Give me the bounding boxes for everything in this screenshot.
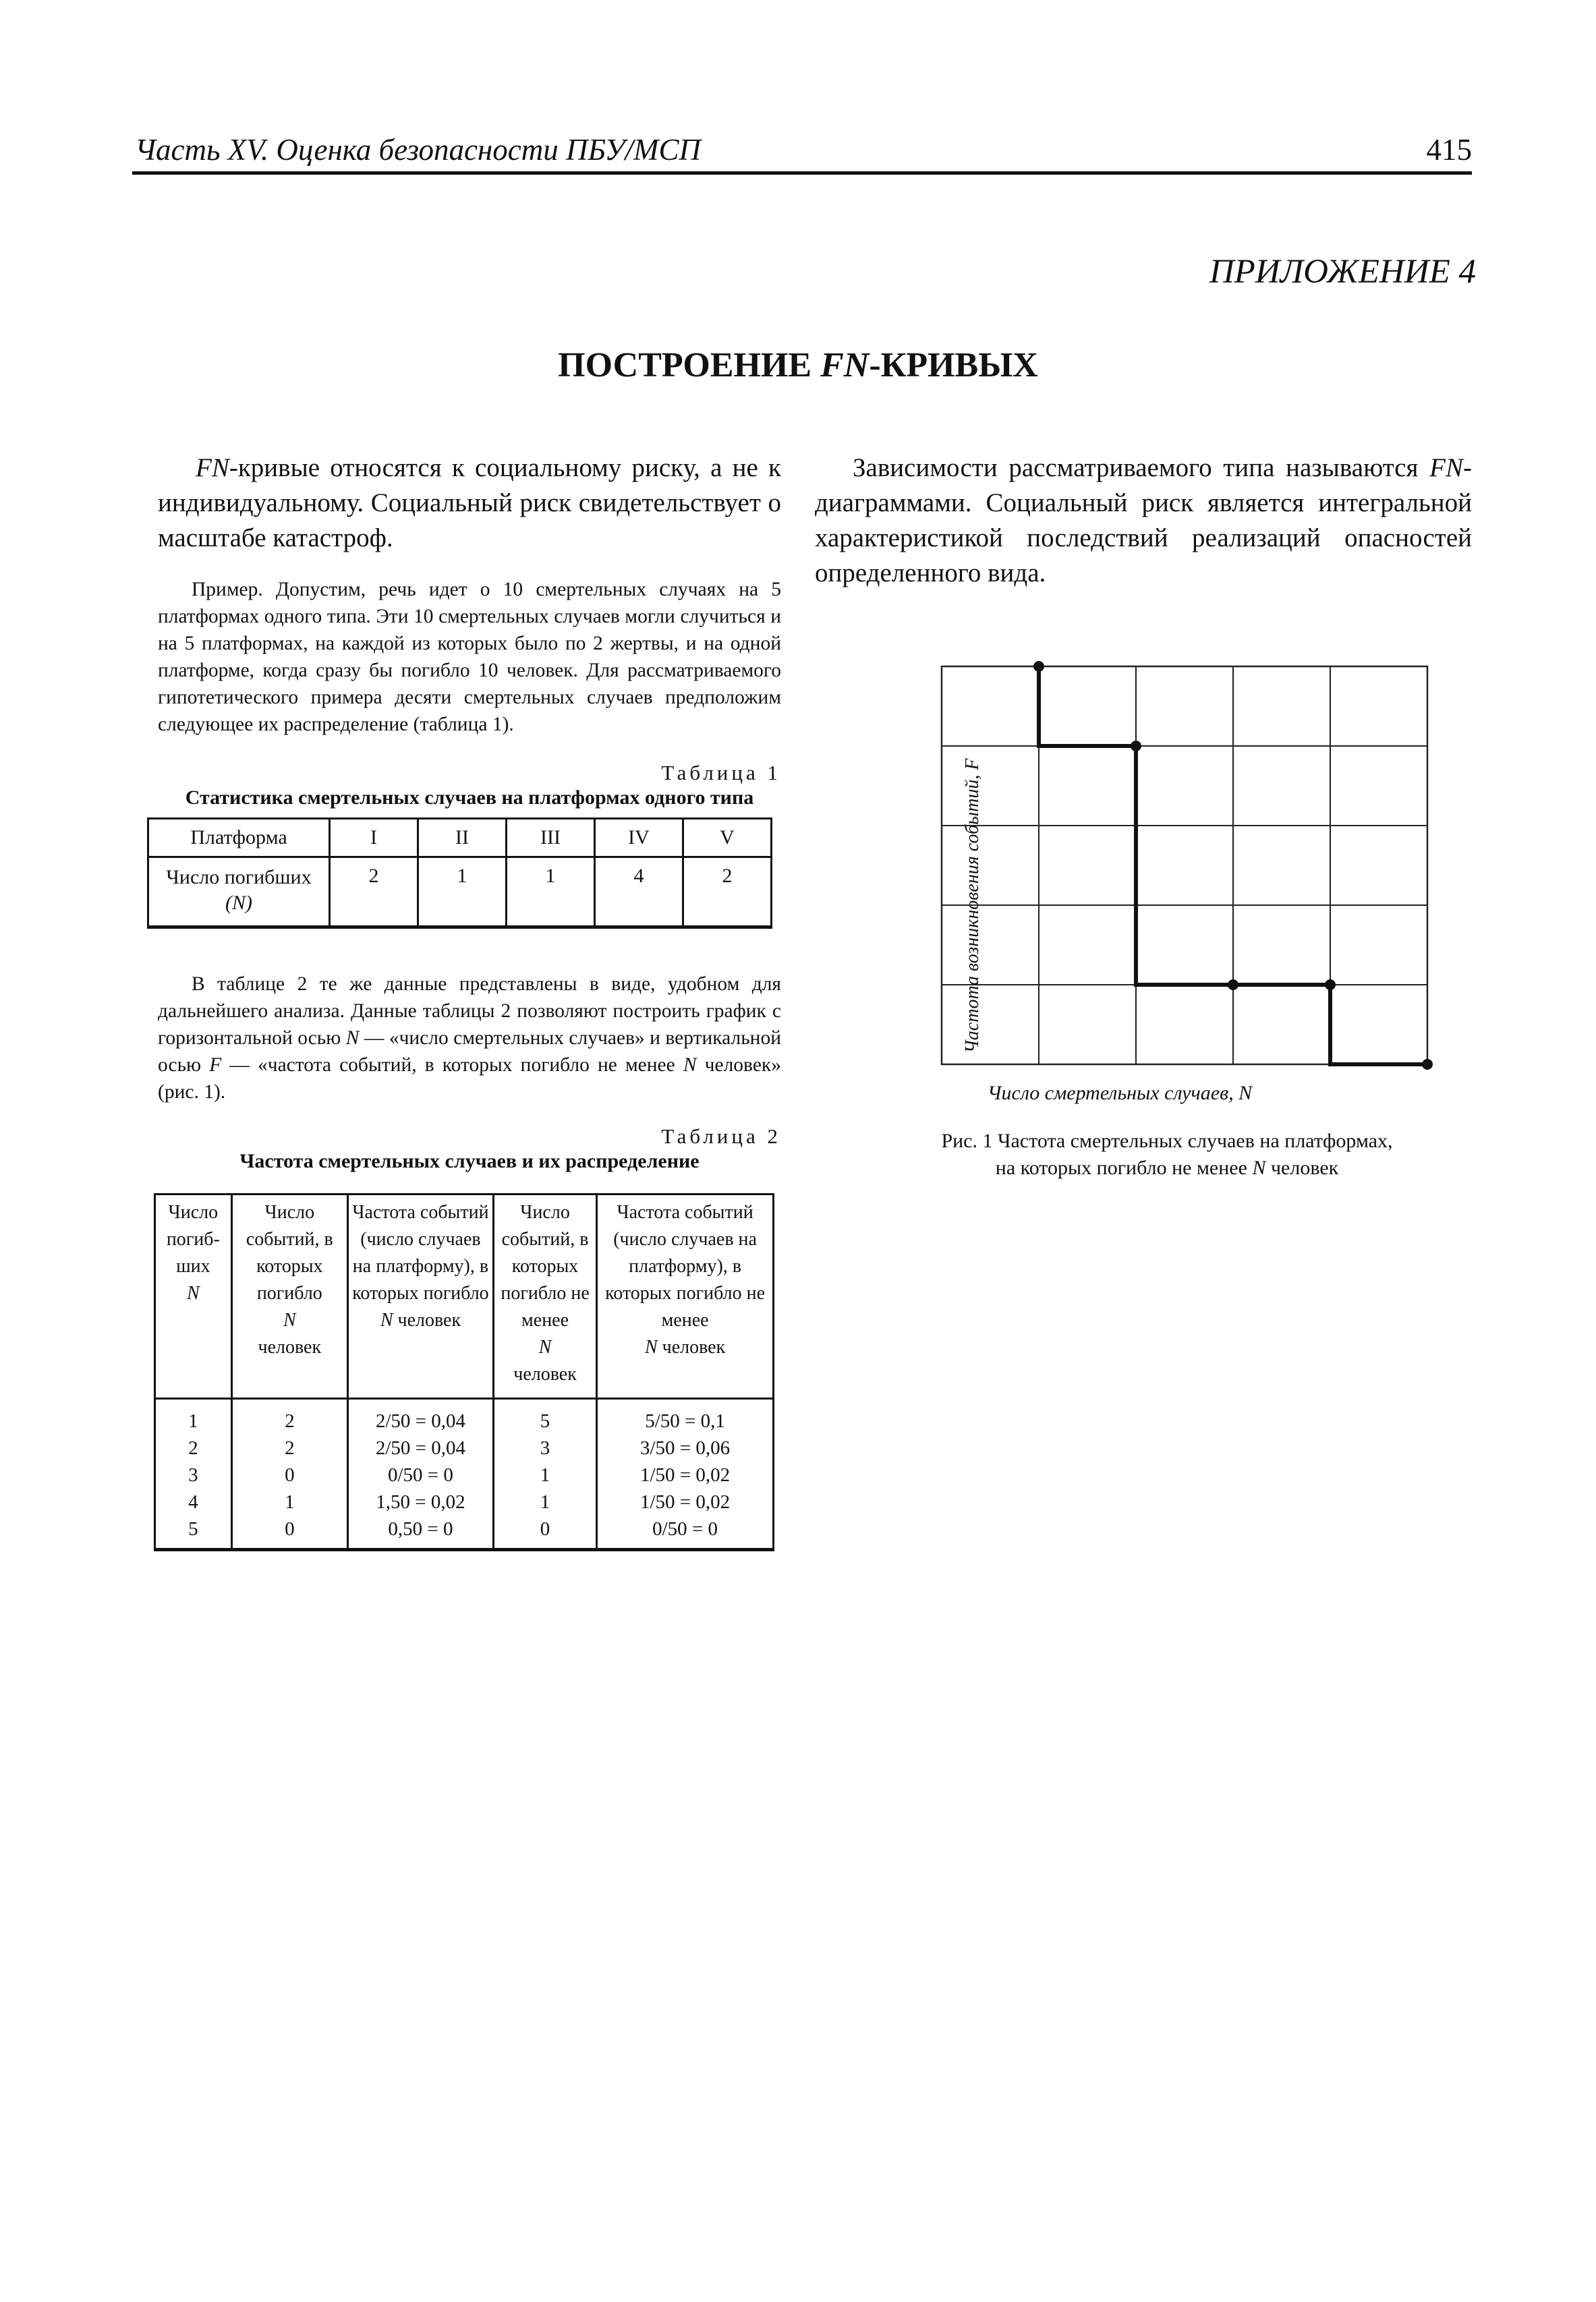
table1-cell: 4 bbox=[595, 857, 683, 927]
y-axis-label: Частота возникновения событий, F bbox=[962, 758, 983, 1054]
page-number: 415 bbox=[1426, 133, 1472, 167]
running-head: Часть XV. Оценка безопасности ПБУ/МСП bbox=[135, 133, 701, 167]
page-title bbox=[0, 345, 1596, 385]
table2-cell: 2 bbox=[231, 1399, 347, 1435]
table2-header-var: N bbox=[186, 1283, 200, 1304]
caption-text: Рис. 1 Частота смертельных случаев на платформах, bbox=[941, 1130, 1393, 1152]
table2-cell: 5 bbox=[493, 1399, 596, 1435]
table1-row-header: Платформа bbox=[148, 819, 330, 857]
table1-cell: III bbox=[507, 819, 595, 857]
fn-data-point bbox=[1422, 1059, 1433, 1070]
table2-header-text: Число погиб-ших bbox=[166, 1202, 220, 1277]
table2-header bbox=[155, 1195, 232, 1399]
para2-text: — «число смертельных случаев» и вертикальной осью bbox=[158, 1027, 781, 1076]
table-row bbox=[155, 1516, 774, 1550]
table2-cell: 0,50 = 0 bbox=[347, 1516, 493, 1550]
table2-cell: 1 bbox=[493, 1462, 596, 1489]
title-suffix: -КРИВЫХ bbox=[869, 346, 1038, 384]
table1 bbox=[147, 817, 772, 929]
para2-text: человек» (рис. 1). bbox=[158, 1054, 781, 1103]
header-rule bbox=[132, 171, 1472, 175]
table1-cell: 2 bbox=[683, 857, 772, 927]
example-paragraph: Пример. Допустим, речь идет о 10 смертельных случаях на 5 платформах одного типа. Эти 10 смертельных случаев могли случиться и на 5 платформах, на каждой из которых было по 2 жертвы, и на одной платформе, когда сразу бы погибло 10 человек. Для рассматриваемого гипотетического примера десяти смертельных случаев предположим следующее их распределение (таблица 1). bbox=[158, 579, 781, 735]
table2-cell: 4 bbox=[155, 1489, 232, 1516]
table2-cell: 2 bbox=[155, 1435, 232, 1462]
fn-data-point bbox=[1325, 979, 1336, 990]
intro-text: -кривые относятся к социальному риску, а не к индивидуальному. Социальный риск свидетельствует о масштабе катастроф. bbox=[158, 453, 781, 552]
x-axis-label: Число смертельных случаев, N bbox=[987, 1082, 1253, 1104]
para2-var: N bbox=[345, 1027, 360, 1049]
table2-cell: 1 bbox=[493, 1489, 596, 1516]
table1-row-header-text: Число погибших bbox=[166, 866, 312, 888]
table2-header-var: N bbox=[380, 1310, 393, 1331]
right-para-fn: FN bbox=[1429, 453, 1463, 482]
fn-data-point bbox=[1033, 661, 1044, 672]
table2-cell: 3 bbox=[155, 1462, 232, 1489]
table2-header-var: N bbox=[283, 1310, 296, 1331]
table2-header-text: человек bbox=[397, 1310, 461, 1331]
table1-cell: II bbox=[418, 819, 507, 857]
table1-cell: V bbox=[683, 819, 772, 857]
caption-text: на которых погибло не менее bbox=[995, 1157, 1253, 1179]
caption-var: N bbox=[1252, 1157, 1266, 1179]
table2-cell: 3 bbox=[493, 1435, 596, 1462]
caption-text: человек bbox=[1265, 1157, 1339, 1179]
table-row bbox=[155, 1489, 774, 1516]
table2-header bbox=[231, 1195, 347, 1399]
appendix-label: ПРИЛОЖЕНИЕ 4 bbox=[1209, 253, 1476, 291]
chart-grid bbox=[942, 666, 1427, 1064]
table2-cell: 1 bbox=[155, 1399, 232, 1435]
table2-header-text: человек bbox=[513, 1364, 577, 1385]
table-row bbox=[155, 1462, 774, 1489]
fn-data-point bbox=[1131, 741, 1141, 751]
fn-data-point bbox=[1228, 979, 1238, 990]
table-row bbox=[155, 1399, 774, 1435]
table2-cell: 0 bbox=[493, 1516, 596, 1550]
table2-cell: 5/50 = 0,1 bbox=[597, 1399, 774, 1435]
para2-var: F bbox=[209, 1054, 222, 1076]
table1-cell: 1 bbox=[507, 857, 595, 927]
table2-header-var: N bbox=[644, 1337, 658, 1358]
table1-cell: I bbox=[330, 819, 418, 857]
table1-cell: 2 bbox=[330, 857, 418, 927]
table2-cell: 1,50 = 0,02 bbox=[347, 1489, 493, 1516]
table2-header-text: Число событий, в которых погибло bbox=[246, 1202, 333, 1304]
table2-header-row bbox=[155, 1195, 774, 1399]
table-row bbox=[155, 1435, 774, 1462]
table2-cell: 3/50 = 0,06 bbox=[597, 1435, 774, 1462]
table2-cell: 0/50 = 0 bbox=[597, 1516, 774, 1550]
table2-header bbox=[347, 1195, 493, 1399]
right-column bbox=[815, 451, 1472, 591]
title-prefix: ПОСТРОЕНИЕ bbox=[558, 346, 821, 384]
table2 bbox=[154, 1193, 774, 1551]
para2-text: — «частота событий, в которых погибло не менее bbox=[221, 1054, 683, 1076]
fn-chart bbox=[850, 641, 1457, 1207]
table2-header-text: Частота событий (число случаев на платформу), в которых погибло не менее bbox=[605, 1202, 766, 1331]
table2-title: Частота смертельных случаев и их распределение bbox=[239, 1150, 700, 1172]
intro-fn: FN bbox=[196, 453, 229, 482]
table2-cell: 2/50 = 0,04 bbox=[347, 1435, 493, 1462]
table2-header bbox=[493, 1195, 596, 1399]
title-fn: FN bbox=[820, 346, 870, 384]
table2-cell: 0 bbox=[231, 1516, 347, 1550]
table2-intro-paragraph bbox=[158, 971, 781, 1105]
figure-caption bbox=[870, 1128, 1464, 1182]
table2-cell: 2/50 = 0,04 bbox=[347, 1399, 493, 1435]
table2-cell: 1 bbox=[231, 1489, 347, 1516]
table2-header-text: Частота событий (число случаев на платформу), в которых погибло bbox=[352, 1202, 489, 1304]
table2-header bbox=[597, 1195, 774, 1399]
table1-row-header bbox=[148, 857, 330, 927]
intro-paragraph bbox=[158, 451, 781, 556]
table2-cell: 1/50 = 0,02 bbox=[597, 1489, 774, 1516]
left-column bbox=[158, 451, 781, 1551]
table2-label: Таблица 2 bbox=[661, 1124, 781, 1148]
table2-cell: 0 bbox=[231, 1462, 347, 1489]
table2-cell: 1/50 = 0,02 bbox=[597, 1462, 774, 1489]
table2-cell: 5 bbox=[155, 1516, 232, 1550]
table2-cell: 2 bbox=[231, 1435, 347, 1462]
table1-row-platform bbox=[148, 819, 772, 857]
table1-row-header-var: (N) bbox=[225, 892, 252, 914]
table2-header-text: человек bbox=[662, 1337, 726, 1358]
table1-cell: IV bbox=[595, 819, 683, 857]
table2-header-text: Число событий, в которых погибло не менее bbox=[501, 1202, 590, 1331]
chart-frame bbox=[942, 666, 1427, 1064]
table1-row-deaths bbox=[148, 857, 772, 927]
right-para-text: Зависимости рассматриваемого типа называются bbox=[853, 453, 1430, 482]
right-para-text: -диаграммами. Социальный риск является интегральной характеристикой последствий реализаций опасностей определенного вида. bbox=[815, 453, 1472, 587]
table1-cell: 1 bbox=[418, 857, 507, 927]
right-paragraph bbox=[815, 451, 1472, 591]
para2-var: N bbox=[683, 1054, 697, 1076]
para2-text: В таблице 2 те же данные представлены в виде, удобном для дальнейшего анализа. Данные таблицы 2 позволяют построить график с горизонтальной осью bbox=[158, 973, 781, 1049]
table2-header-text: человек bbox=[258, 1337, 322, 1358]
table1-title: Статистика смертельных случаев на платформах одного типа bbox=[185, 786, 754, 809]
table2-cell: 0/50 = 0 bbox=[347, 1462, 493, 1489]
table1-label: Таблица 1 bbox=[661, 761, 781, 784]
table2-header-var: N bbox=[538, 1337, 552, 1358]
